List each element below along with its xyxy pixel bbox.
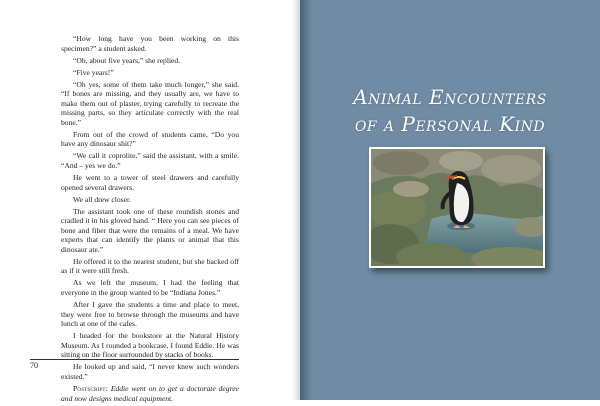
spine-shadow bbox=[300, 0, 312, 400]
paragraph: After I gave the students a time and place to meet, they were free to browse through the museums and have lunch at one of the cafes. bbox=[61, 300, 239, 329]
left-page bbox=[0, 0, 300, 403]
chapter-title bbox=[300, 84, 600, 138]
paragraph: I headed for the bookstore at the Natural History Museum. As I rounded a bookcase, I found Eddie. He was sitting on the floor surrounded by stacks of books. bbox=[61, 331, 239, 360]
paragraph: He offered it to the nearest student, but she backed off as if it were still fresh. bbox=[61, 256, 239, 276]
page-number: 70 bbox=[30, 361, 38, 370]
title-line-2: of a Personal Kind bbox=[354, 112, 546, 136]
body-text bbox=[61, 34, 239, 406]
paragraph: As we left the museum, I had the feeling that everyone in the group wanted to be “Indiana Jones.” bbox=[61, 278, 239, 297]
title-line-1: Animal Encounters bbox=[353, 85, 547, 109]
penguin-photo bbox=[369, 147, 545, 268]
paragraph: “Oh yes, some of them take much longer,” she said. “If bones are missing, and they usually are, we have to make them out of plaster, trying carefully to recreate the missing parts, so they articulate correctly with the real bone.” bbox=[61, 79, 239, 127]
postscript bbox=[61, 384, 239, 403]
paragraph: The assistant took one of these roundish stones and cradled it in his gloved hand. “ Here you can see pieces of bone and fiber that were the remains of a meal. We have experts that can identify the plants or animal that this dinosaur ate.” bbox=[61, 206, 239, 254]
paragraph: He went to a tower of steel drawers and carefully opened several drawers. bbox=[61, 173, 239, 192]
postscript-text: Eddie went on to get a doctorate degree and now designs medical equipment. bbox=[61, 384, 239, 403]
footer-rule bbox=[30, 359, 239, 360]
paragraph: He looked up and said, “I never knew such wonders existed.” bbox=[61, 362, 239, 381]
gutter-shadow bbox=[292, 0, 300, 400]
paragraph: “How long have you been working on this specimen?” a student asked. bbox=[61, 34, 239, 53]
paragraph: “We call it coprolite,” said the assistant, with a smile. “And – yes we do.” bbox=[61, 151, 239, 170]
paragraph: We all drew closer. bbox=[73, 194, 132, 204]
paragraph: From out of the crowd of students came, “Do you have any dinosaur shit?” bbox=[61, 129, 239, 149]
postscript-label: Postscript: bbox=[73, 384, 108, 394]
paragraph: “Five years!” bbox=[73, 67, 114, 77]
penguin-photo-illustration bbox=[371, 149, 543, 266]
paragraph: “Oh, about five years,” she replied. bbox=[73, 55, 181, 65]
